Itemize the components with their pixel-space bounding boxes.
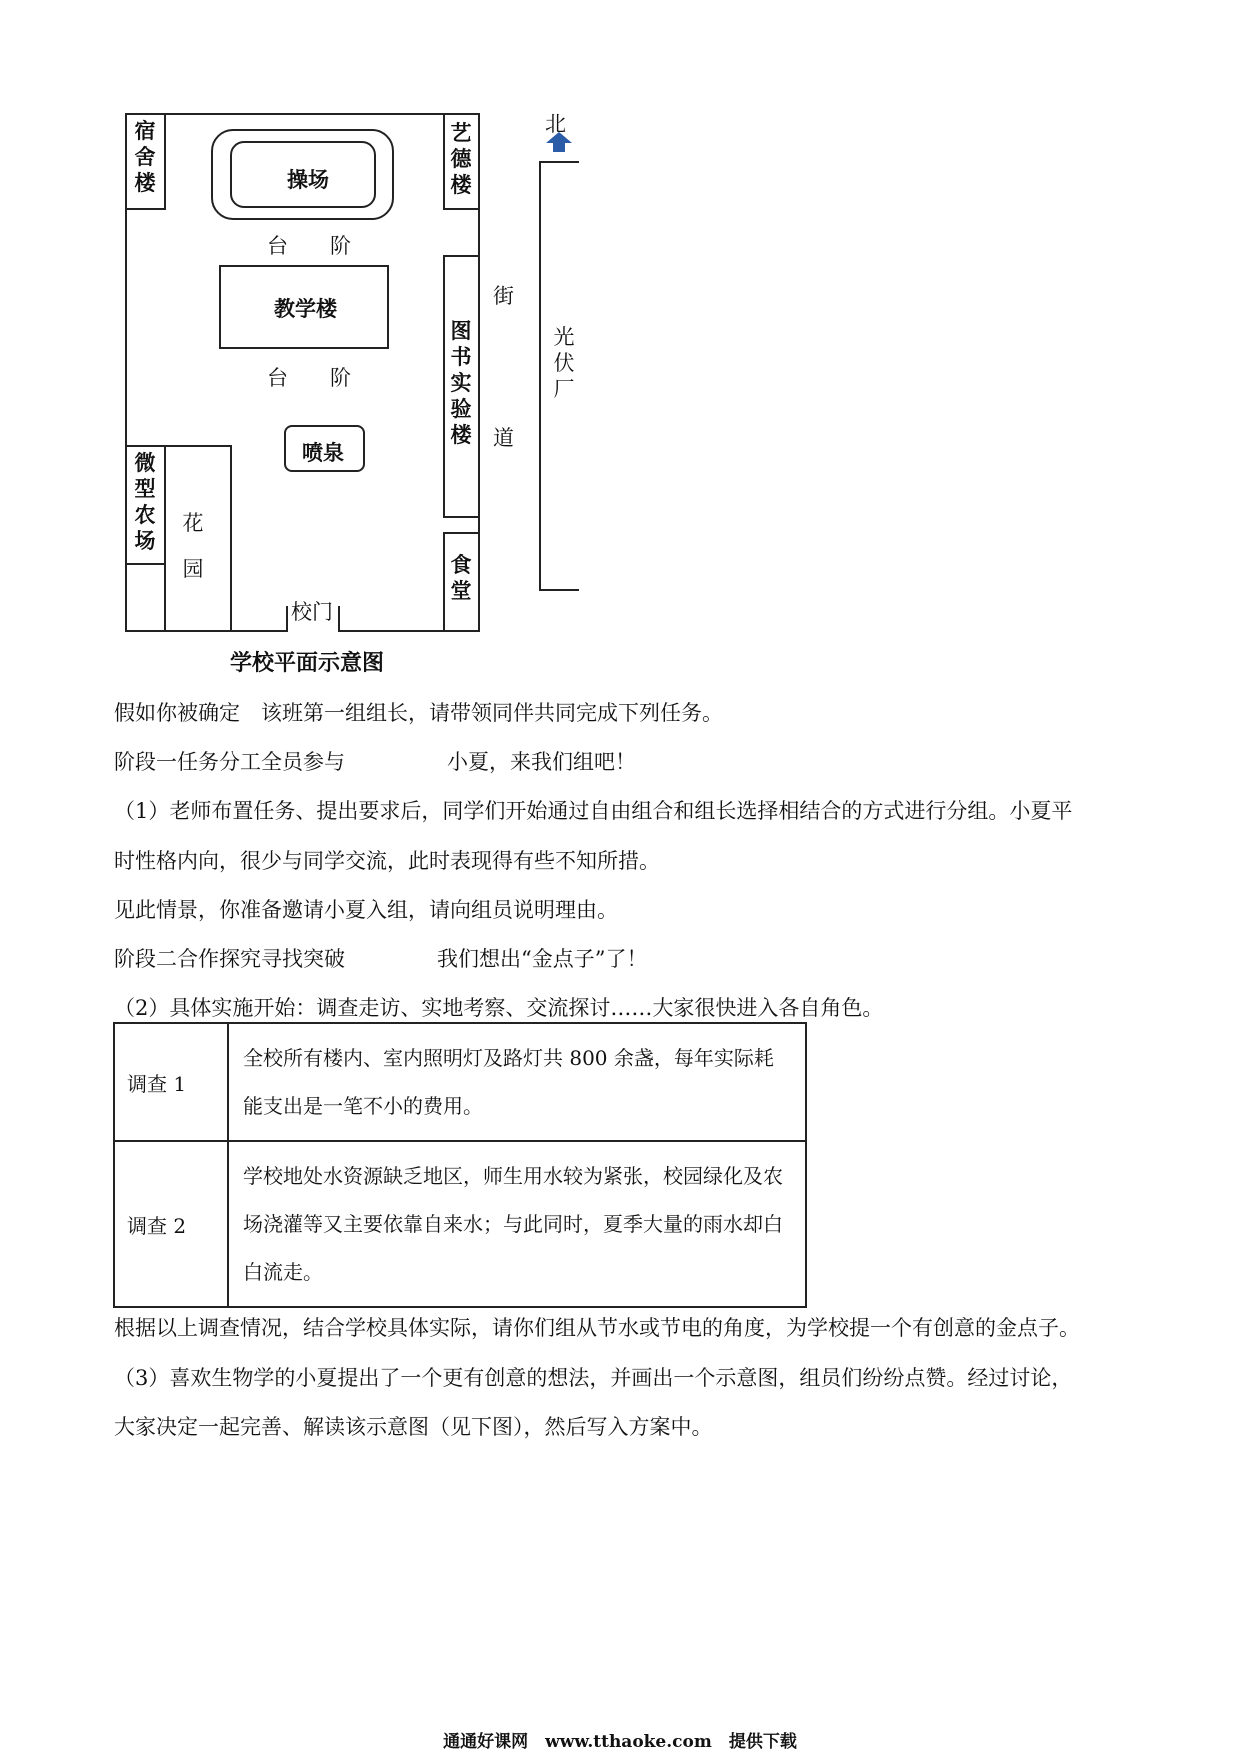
garden-label: 花园 xyxy=(182,511,204,581)
question1-line2: 时性格内向，很少与同学交流，此时表现得有些不知所措。 xyxy=(114,849,660,873)
dormitory-label: 宿舍楼 xyxy=(134,119,156,195)
library-lab-label: 图书实验楼 xyxy=(450,319,472,447)
steps-bottom-label: 台 阶 xyxy=(267,366,351,390)
gate-post-left xyxy=(286,606,288,632)
gate-post-right xyxy=(338,606,340,632)
question3-line1: （3）喜欢生物学的小夏提出了一个更有创意的想法，并画出一个示意图，组员们纷纷点赞。经过讨论， xyxy=(114,1366,1073,1390)
intro-text: 假如你被确定 该班第一组组长，请带领同伴共同完成下列任务。 xyxy=(114,701,723,725)
question1-line3: 见此情景，你准备邀请小夏入组，请向组员说明理由。 xyxy=(114,898,618,922)
school-gate-label: 校门 xyxy=(291,600,333,624)
survey-label: 调查 2 xyxy=(114,1141,228,1307)
survey-label: 调查 1 xyxy=(114,1023,228,1141)
micro-farm-label: 微型农场 xyxy=(134,451,156,553)
question3-line2: 大家决定一起完善、解读该示意图（见下图），然后写入方案中。 xyxy=(114,1415,713,1439)
stage1-title: 阶段一任务分工全员参与 xyxy=(114,750,345,774)
stage2-slogan: 我们想出“金点子”了！ xyxy=(437,947,648,971)
factory-boundary-bottom xyxy=(539,589,579,591)
table-row xyxy=(114,1141,806,1307)
stage2-title: 阶段二合作探究寻找突破 xyxy=(114,947,345,971)
canteen-label: 食堂 xyxy=(450,553,472,603)
art-building-label: 艺德楼 xyxy=(450,121,472,197)
footer-text: 通通好课网 www.tthaoke.com 提供下载 xyxy=(443,1732,797,1752)
street-label-1: 街 xyxy=(493,284,514,308)
street-label-2: 道 xyxy=(493,426,514,450)
north-label: 北 xyxy=(545,112,566,136)
survey-text: 全校所有楼内、室内照明灯及路灯共 800 余盏，每年实际耗能支出是一笔不小的费用。 xyxy=(228,1023,806,1141)
factory-boundary-left xyxy=(539,161,541,591)
question2-line1: （2）具体实施开始：调查走访、实地考察、交流探讨……大家很快进入各自角色。 xyxy=(114,996,884,1020)
after-survey-text: 根据以上调查情况，结合学校具体实际，请你们组从节水或节电的角度，为学校提一个有创意的金点子。 xyxy=(114,1316,1080,1340)
survey-table xyxy=(113,1022,807,1308)
factory-boundary-top xyxy=(539,161,579,163)
playground-label: 操场 xyxy=(287,168,329,192)
steps-top-label: 台 阶 xyxy=(267,234,351,258)
fountain-label: 喷泉 xyxy=(302,441,344,465)
factory-label: 光伏厂 xyxy=(553,325,575,401)
survey-text: 学校地处水资源缺乏地区，师生用水较为紧张，校园绿化及农场浇灌等又主要依靠自来水；与此同时，夏季大量的雨水却白白流走。 xyxy=(228,1141,806,1307)
map-caption: 学校平面示意图 xyxy=(230,651,385,676)
stage1-slogan: 小夏，来我们组吧！ xyxy=(447,750,636,774)
teaching-building-label: 教学楼 xyxy=(274,297,337,321)
question1-line1: （1）老师布置任务、提出要求后，同学们开始通过自由组合和组长选择相结合的方式进行分组。小夏平 xyxy=(114,799,1073,823)
table-row xyxy=(114,1023,806,1141)
north-arrow-icon xyxy=(544,131,574,153)
